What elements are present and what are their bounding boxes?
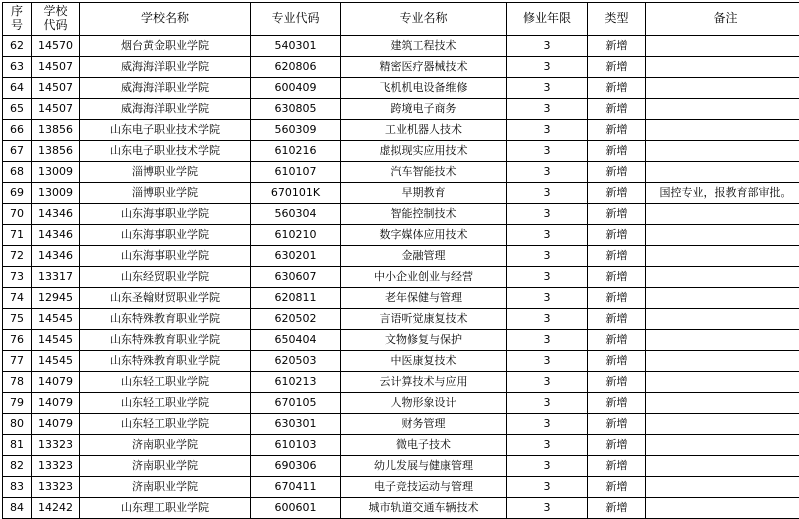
cell-school-code: 13009 (32, 162, 80, 183)
column-header-seq-line1: 序 (3, 5, 31, 19)
cell-school-code: 14570 (32, 36, 80, 57)
cell-major-code: 610210 (251, 225, 341, 246)
cell-major-name: 微电子技术 (341, 435, 507, 456)
column-header-school-name: 学校名称 (80, 3, 251, 36)
cell-school-name: 山东电子职业技术学院 (80, 141, 251, 162)
cell-seq: 64 (3, 78, 32, 99)
table-row (3, 414, 799, 435)
cell-major-code: 600409 (251, 78, 341, 99)
cell-major-code: 630201 (251, 246, 341, 267)
cell-school-code: 14079 (32, 372, 80, 393)
cell-school-code: 14507 (32, 57, 80, 78)
cell-major-code: 620811 (251, 288, 341, 309)
cell-major-name: 幼儿发展与健康管理 (341, 456, 507, 477)
cell-note (646, 456, 799, 477)
cell-school-name: 济南职业学院 (80, 456, 251, 477)
cell-seq: 65 (3, 99, 32, 120)
cell-years: 3 (507, 57, 588, 78)
cell-type: 新增 (588, 351, 646, 372)
cell-school-name: 济南职业学院 (80, 477, 251, 498)
cell-school-code: 14079 (32, 414, 80, 435)
table-row (3, 162, 799, 183)
cell-major-name: 跨境电子商务 (341, 99, 507, 120)
cell-seq: 81 (3, 435, 32, 456)
cell-school-code: 14545 (32, 351, 80, 372)
cell-major-code: 560309 (251, 120, 341, 141)
cell-seq: 63 (3, 57, 32, 78)
cell-type: 新增 (588, 456, 646, 477)
cell-type: 新增 (588, 414, 646, 435)
cell-type: 新增 (588, 204, 646, 225)
cell-type: 新增 (588, 435, 646, 456)
column-header-major-name: 专业名称 (341, 3, 507, 36)
table-header (3, 3, 799, 36)
table-row (3, 372, 799, 393)
cell-major-code: 620503 (251, 351, 341, 372)
cell-major-code: 610213 (251, 372, 341, 393)
cell-school-code: 12945 (32, 288, 80, 309)
cell-note (646, 351, 799, 372)
cell-school-code: 14346 (32, 225, 80, 246)
cell-seq: 83 (3, 477, 32, 498)
cell-major-code: 630805 (251, 99, 341, 120)
cell-type: 新增 (588, 99, 646, 120)
cell-seq: 76 (3, 330, 32, 351)
cell-type: 新增 (588, 288, 646, 309)
cell-note (646, 36, 799, 57)
cell-major-name: 汽车智能技术 (341, 162, 507, 183)
cell-type: 新增 (588, 393, 646, 414)
cell-school-code: 14507 (32, 78, 80, 99)
table-row (3, 456, 799, 477)
table-row (3, 78, 799, 99)
column-header-seq (3, 3, 32, 36)
cell-years: 3 (507, 204, 588, 225)
cell-years: 3 (507, 435, 588, 456)
cell-major-name: 中医康复技术 (341, 351, 507, 372)
cell-major-code: 670101K (251, 183, 341, 204)
table-row (3, 183, 799, 204)
cell-major-name: 智能控制技术 (341, 204, 507, 225)
cell-major-name: 虚拟现实应用技术 (341, 141, 507, 162)
cell-note (646, 477, 799, 498)
cell-major-code: 620806 (251, 57, 341, 78)
cell-school-code: 13856 (32, 141, 80, 162)
table-row (3, 99, 799, 120)
cell-seq: 75 (3, 309, 32, 330)
cell-type: 新增 (588, 78, 646, 99)
cell-school-code: 14079 (32, 393, 80, 414)
cell-years: 3 (507, 288, 588, 309)
cell-school-code: 13856 (32, 120, 80, 141)
cell-school-name: 威海海洋职业学院 (80, 99, 251, 120)
cell-type: 新增 (588, 309, 646, 330)
cell-major-name: 言语听觉康复技术 (341, 309, 507, 330)
cell-major-code: 630607 (251, 267, 341, 288)
cell-type: 新增 (588, 477, 646, 498)
cell-major-code: 690306 (251, 456, 341, 477)
table-row (3, 435, 799, 456)
cell-school-name: 烟台黄金职业学院 (80, 36, 251, 57)
cell-school-name: 山东特殊教育职业学院 (80, 330, 251, 351)
cell-type: 新增 (588, 330, 646, 351)
cell-school-name: 山东圣翰财贸职业学院 (80, 288, 251, 309)
cell-note (646, 372, 799, 393)
cell-note (646, 498, 799, 519)
cell-school-name: 淄博职业学院 (80, 162, 251, 183)
cell-school-name: 山东理工职业学院 (80, 498, 251, 519)
cell-major-name: 云计算技术与应用 (341, 372, 507, 393)
cell-major-name: 建筑工程技术 (341, 36, 507, 57)
cell-years: 3 (507, 36, 588, 57)
cell-years: 3 (507, 309, 588, 330)
cell-type: 新增 (588, 162, 646, 183)
table-body (3, 36, 799, 519)
cell-seq: 73 (3, 267, 32, 288)
cell-school-name: 山东海事职业学院 (80, 246, 251, 267)
cell-major-name: 电子竞技运动与管理 (341, 477, 507, 498)
table-row (3, 351, 799, 372)
cell-seq: 71 (3, 225, 32, 246)
cell-school-code: 13323 (32, 456, 80, 477)
cell-school-code: 13323 (32, 477, 80, 498)
cell-seq: 69 (3, 183, 32, 204)
table-row (3, 141, 799, 162)
cell-school-name: 山东特殊教育职业学院 (80, 351, 251, 372)
majors-table (2, 2, 799, 519)
cell-seq: 67 (3, 141, 32, 162)
cell-note (646, 78, 799, 99)
cell-type: 新增 (588, 246, 646, 267)
cell-school-code: 14545 (32, 330, 80, 351)
cell-major-name: 早期教育 (341, 183, 507, 204)
cell-type: 新增 (588, 57, 646, 78)
cell-seq: 84 (3, 498, 32, 519)
cell-note (646, 288, 799, 309)
cell-school-code: 14346 (32, 246, 80, 267)
cell-major-code: 560304 (251, 204, 341, 225)
cell-school-code: 14545 (32, 309, 80, 330)
cell-school-name: 威海海洋职业学院 (80, 78, 251, 99)
cell-school-code: 13317 (32, 267, 80, 288)
cell-major-name: 工业机器人技术 (341, 120, 507, 141)
table-row (3, 225, 799, 246)
cell-school-name: 山东特殊教育职业学院 (80, 309, 251, 330)
table-row (3, 477, 799, 498)
cell-note (646, 225, 799, 246)
cell-seq: 78 (3, 372, 32, 393)
cell-school-name: 山东轻工职业学院 (80, 414, 251, 435)
cell-note (646, 204, 799, 225)
table-row (3, 393, 799, 414)
cell-school-name: 威海海洋职业学院 (80, 57, 251, 78)
cell-note (646, 99, 799, 120)
cell-type: 新增 (588, 498, 646, 519)
cell-years: 3 (507, 372, 588, 393)
cell-type: 新增 (588, 120, 646, 141)
cell-major-code: 610103 (251, 435, 341, 456)
column-header-type: 类型 (588, 3, 646, 36)
cell-type: 新增 (588, 267, 646, 288)
cell-school-code: 14507 (32, 99, 80, 120)
cell-seq: 77 (3, 351, 32, 372)
cell-note (646, 393, 799, 414)
cell-seq: 66 (3, 120, 32, 141)
cell-type: 新增 (588, 141, 646, 162)
cell-seq: 72 (3, 246, 32, 267)
cell-major-code: 600601 (251, 498, 341, 519)
cell-note: 国控专业，报教育部审批。 (646, 183, 799, 204)
cell-major-code: 620502 (251, 309, 341, 330)
cell-school-name: 淄博职业学院 (80, 183, 251, 204)
cell-school-name: 山东海事职业学院 (80, 204, 251, 225)
cell-school-name: 山东经贸职业学院 (80, 267, 251, 288)
table-row (3, 309, 799, 330)
table-row (3, 267, 799, 288)
cell-school-name: 山东轻工职业学院 (80, 372, 251, 393)
cell-years: 3 (507, 498, 588, 519)
cell-note (646, 246, 799, 267)
column-header-years: 修业年限 (507, 3, 588, 36)
cell-note (646, 267, 799, 288)
cell-note (646, 330, 799, 351)
cell-years: 3 (507, 78, 588, 99)
cell-note (646, 414, 799, 435)
cell-years: 3 (507, 246, 588, 267)
table-row (3, 288, 799, 309)
cell-seq: 80 (3, 414, 32, 435)
cell-years: 3 (507, 99, 588, 120)
cell-note (646, 162, 799, 183)
table-header-row (3, 3, 799, 36)
cell-school-name: 山东海事职业学院 (80, 225, 251, 246)
cell-major-name: 财务管理 (341, 414, 507, 435)
cell-school-name: 济南职业学院 (80, 435, 251, 456)
cell-school-code: 14242 (32, 498, 80, 519)
table-row (3, 120, 799, 141)
column-header-school-code (32, 3, 80, 36)
cell-years: 3 (507, 456, 588, 477)
cell-note (646, 435, 799, 456)
cell-major-code: 540301 (251, 36, 341, 57)
column-header-major-code: 专业代码 (251, 3, 341, 36)
cell-major-name: 城市轨道交通车辆技术 (341, 498, 507, 519)
column-header-seq-line2: 号 (3, 19, 31, 33)
cell-years: 3 (507, 351, 588, 372)
cell-note (646, 120, 799, 141)
cell-years: 3 (507, 162, 588, 183)
cell-major-code: 630301 (251, 414, 341, 435)
cell-years: 3 (507, 141, 588, 162)
cell-major-name: 数字媒体应用技术 (341, 225, 507, 246)
cell-note (646, 57, 799, 78)
cell-major-code: 670411 (251, 477, 341, 498)
cell-note (646, 141, 799, 162)
cell-major-code: 610216 (251, 141, 341, 162)
cell-seq: 82 (3, 456, 32, 477)
cell-major-name: 飞机机电设备维修 (341, 78, 507, 99)
cell-seq: 68 (3, 162, 32, 183)
cell-seq: 74 (3, 288, 32, 309)
cell-school-name: 山东轻工职业学院 (80, 393, 251, 414)
cell-school-code: 13323 (32, 435, 80, 456)
cell-years: 3 (507, 414, 588, 435)
table-row (3, 498, 799, 519)
table-row (3, 57, 799, 78)
cell-note (646, 309, 799, 330)
cell-major-code: 670105 (251, 393, 341, 414)
cell-years: 3 (507, 120, 588, 141)
cell-major-name: 中小企业创业与经营 (341, 267, 507, 288)
table-row (3, 36, 799, 57)
cell-major-name: 人物形象设计 (341, 393, 507, 414)
table-row (3, 246, 799, 267)
cell-seq: 79 (3, 393, 32, 414)
cell-major-name: 精密医疗器械技术 (341, 57, 507, 78)
column-header-note: 备注 (646, 3, 799, 36)
cell-years: 3 (507, 183, 588, 204)
cell-seq: 70 (3, 204, 32, 225)
cell-years: 3 (507, 393, 588, 414)
cell-school-name: 山东电子职业技术学院 (80, 120, 251, 141)
cell-type: 新增 (588, 36, 646, 57)
table-row (3, 330, 799, 351)
cell-type: 新增 (588, 372, 646, 393)
cell-school-code: 14346 (32, 204, 80, 225)
cell-school-code: 13009 (32, 183, 80, 204)
cell-type: 新增 (588, 225, 646, 246)
cell-major-code: 610107 (251, 162, 341, 183)
table-row (3, 204, 799, 225)
cell-type: 新增 (588, 183, 646, 204)
cell-major-name: 金融管理 (341, 246, 507, 267)
column-header-school-code-line2: 代码 (32, 19, 79, 33)
cell-years: 3 (507, 225, 588, 246)
column-header-school-code-line1: 学校 (32, 5, 79, 19)
cell-seq: 62 (3, 36, 32, 57)
cell-major-code: 650404 (251, 330, 341, 351)
cell-years: 3 (507, 267, 588, 288)
cell-years: 3 (507, 330, 588, 351)
cell-major-name: 文物修复与保护 (341, 330, 507, 351)
cell-years: 3 (507, 477, 588, 498)
cell-major-name: 老年保健与管理 (341, 288, 507, 309)
